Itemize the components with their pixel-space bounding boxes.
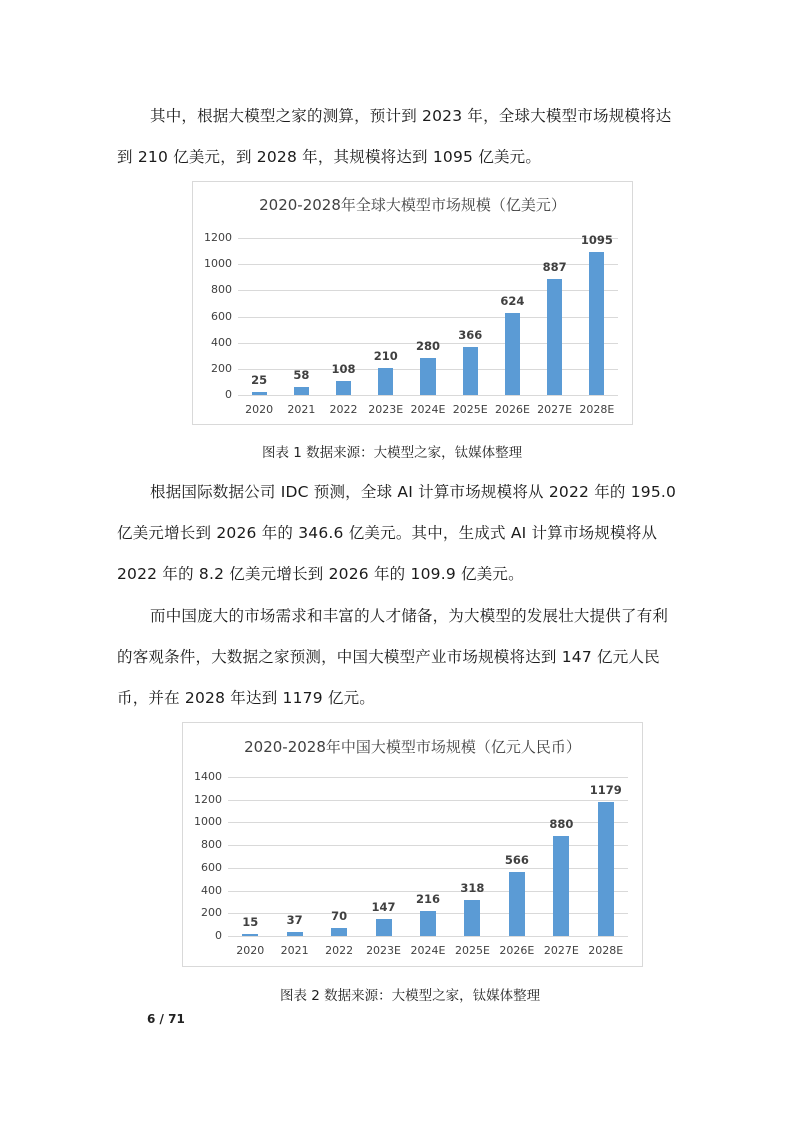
data-label: 147 xyxy=(371,900,396,915)
bar-2022 xyxy=(336,381,351,395)
bar-2020 xyxy=(252,392,267,395)
y-axis-tick-label: 1000 xyxy=(194,815,222,829)
data-label: 37 xyxy=(286,912,303,927)
gridline xyxy=(238,395,618,396)
data-label: 880 xyxy=(549,817,574,832)
bar-2024E xyxy=(420,911,436,936)
x-axis-tick-label: 2025E xyxy=(452,403,488,416)
figure-2-caption: 图表 2 数据来源：大模型之家，钛媒体整理 xyxy=(280,988,541,1004)
paragraph-2 xyxy=(117,472,677,595)
bar-2026E xyxy=(505,313,520,395)
y-axis-tick-label: 200 xyxy=(201,906,222,920)
bar-2025E xyxy=(463,347,478,395)
x-axis-tick-label: 2026E xyxy=(494,403,530,416)
gridline xyxy=(228,777,628,778)
plot-area xyxy=(238,232,618,416)
y-axis-tick-label: 600 xyxy=(211,309,232,323)
bar-2022 xyxy=(331,928,347,936)
bar-2020 xyxy=(242,934,258,936)
paragraph-2-text: 根据国际数据公司 IDC 预测，全球 AI 计算市场规模将从 2022 年的 195.0 亿美元增长到 2026 年的 346.6 亿美元。其中，生成式 AI 计算市场规模将从 2022 年的 8.2 亿美元增长到 2026 年的 109.9 亿美元。 xyxy=(117,483,677,583)
bar-2024E xyxy=(420,358,435,395)
y-axis-tick-label: 400 xyxy=(211,335,232,349)
y-axis-tick-label: 1200 xyxy=(204,231,232,244)
data-label: 25 xyxy=(251,372,268,387)
data-label: 1179 xyxy=(589,783,622,798)
gridline xyxy=(238,238,618,239)
x-axis-tick-label: 2023E xyxy=(366,944,402,957)
x-axis-tick-label: 2020 xyxy=(236,944,265,957)
data-label: 1095 xyxy=(580,232,613,247)
paragraph-1-text: 其中，根据大模型之家的测算，预计到 2023 年，全球大模型市场规模将达到 210 亿美元，到 2028 年，其规模将达到 1095 亿美元。 xyxy=(117,107,672,166)
y-axis-tick-label: 0 xyxy=(225,388,232,401)
data-label: 210 xyxy=(373,348,398,363)
bar-2027E xyxy=(553,836,569,936)
chart-title: 2020-2028年全球大模型市场规模（亿美元） xyxy=(259,196,566,214)
y-axis-tick-label: 1000 xyxy=(204,257,232,271)
x-axis-tick-label: 2026E xyxy=(499,944,535,957)
data-label: 366 xyxy=(458,328,483,343)
bar-2028E xyxy=(589,252,604,395)
bar-2028E xyxy=(598,802,614,936)
y-axis-tick-label: 800 xyxy=(211,283,232,297)
bar-2023E xyxy=(376,919,392,936)
y-axis-tick-label: 0 xyxy=(215,929,222,942)
gridline xyxy=(228,936,628,937)
gridline xyxy=(228,800,628,801)
chart-china-llm-market xyxy=(182,722,643,967)
y-axis-tick-label: 600 xyxy=(201,860,222,874)
y-axis-tick-label: 1200 xyxy=(194,792,222,806)
paragraph-3 xyxy=(117,596,677,719)
x-axis-tick-label: 2025E xyxy=(454,944,490,957)
bar-2026E xyxy=(509,872,525,936)
y-axis-tick-label: 200 xyxy=(211,361,232,375)
x-axis-tick-label: 2024E xyxy=(410,403,446,416)
bar-2023E xyxy=(378,368,393,395)
data-label: 624 xyxy=(500,294,525,309)
chart-global-llm-market xyxy=(192,181,633,425)
x-axis-tick-label: 2024E xyxy=(410,944,446,957)
data-label: 15 xyxy=(242,915,259,930)
paragraph-1 xyxy=(117,96,677,178)
x-axis-tick-label: 2022 xyxy=(329,403,358,416)
y-axis-tick-label: 800 xyxy=(201,838,222,852)
data-label: 887 xyxy=(542,259,567,274)
x-axis-tick-label: 2028E xyxy=(588,944,624,957)
data-label: 318 xyxy=(460,880,485,895)
paragraph-3-text: 而中国庞大的市场需求和丰富的人才储备，为大模型的发展壮大提供了有利的客观条件，大数据之家预测，中国大模型产业市场规模将达到 147 亿元人民币，并在 2028 年达到 1179 亿元。 xyxy=(117,607,669,707)
x-axis-tick-label: 2027E xyxy=(537,403,573,416)
x-axis-tick-label: 2028E xyxy=(579,403,615,416)
page-number: 6 / 71 xyxy=(147,1012,185,1026)
x-axis-tick-label: 2023E xyxy=(368,403,404,416)
bar-2021 xyxy=(294,387,309,395)
bar-2021 xyxy=(287,932,303,936)
chart-title: 2020-2028年中国大模型市场规模（亿元人民币） xyxy=(244,738,581,756)
x-axis-tick-label: 2022 xyxy=(325,944,354,957)
data-label: 58 xyxy=(293,368,310,383)
bar-2025E xyxy=(464,900,480,936)
y-axis-tick-label: 400 xyxy=(201,883,222,897)
x-axis-tick-label: 2020 xyxy=(245,403,274,416)
bar-2027E xyxy=(547,279,562,395)
plot-area xyxy=(228,777,628,957)
data-label: 216 xyxy=(415,892,440,907)
data-label: 280 xyxy=(415,339,440,354)
x-axis-tick-label: 2021 xyxy=(280,944,309,957)
data-label: 566 xyxy=(504,852,529,867)
figure-1-caption: 图表 1 数据来源：大模型之家，钛媒体整理 xyxy=(262,445,523,461)
data-label: 70 xyxy=(331,909,348,924)
x-axis-tick-label: 2027E xyxy=(543,944,579,957)
y-axis-tick-label: 1400 xyxy=(194,770,222,783)
data-label: 108 xyxy=(331,361,356,376)
x-axis-tick-label: 2021 xyxy=(287,403,316,416)
